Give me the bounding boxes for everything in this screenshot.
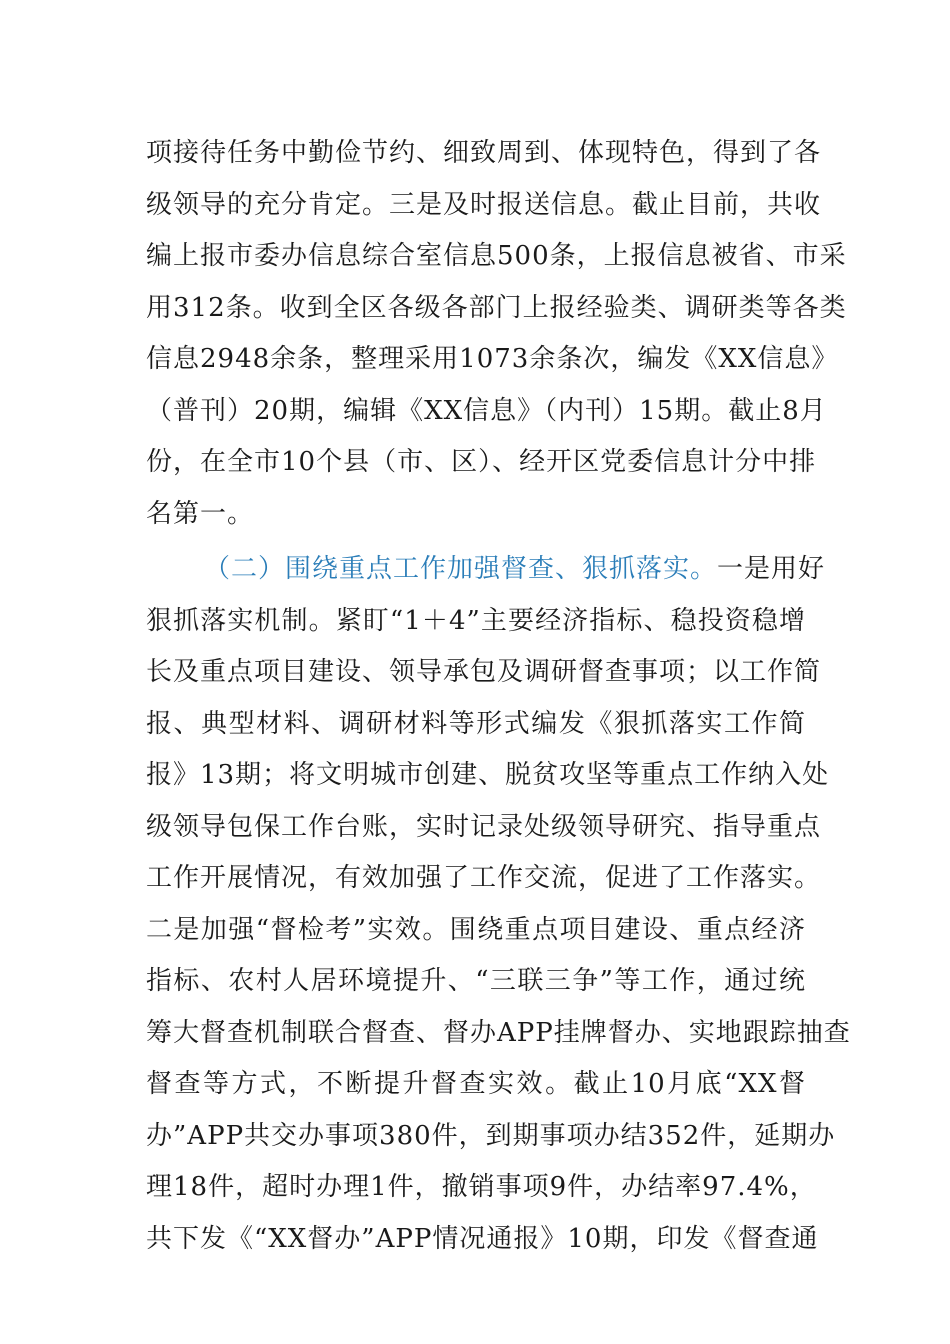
text-line: 指标、农村人居环境提升、“三联三争”等工作，通过统 <box>146 966 806 996</box>
body-text <box>146 128 851 1265</box>
text-line-with-heading <box>146 544 826 596</box>
text-line: 用312条。收到全区各级各部门上报经验类、调研类等各类 <box>146 292 847 323</box>
text-line: 报》13期；将文明城市创建、脱贫攻坚等重点工作纳入处 <box>146 760 830 790</box>
text-line: 编上报市委办信息综合室信息500条，上报信息被省、市采 <box>146 241 847 271</box>
text-line: 二是加强“督检考”实效。围绕重点项目建设、重点经济 <box>146 914 806 945</box>
text-line: 狠抓落实机制。紧盯“1＋4”主要经济指标、稳投资稳增 <box>146 605 806 636</box>
text-line: 项接待任务中勤俭节约、细致周到、体现特色，得到了各 <box>146 138 822 168</box>
text-line: 份，在全市10个县（市、区）、经开区党委信息计分中排 <box>146 447 817 477</box>
section-heading: （二）围绕重点工作加强督查、狠抓落实。 <box>204 554 718 584</box>
text-line: 理18件，超时办理1件，撤销事项9件，办结率97.4%， <box>146 1172 817 1202</box>
text-line: 督查等方式，不断提升督查实效。截止10月底“XX督 <box>146 1069 806 1099</box>
text-line: 长及重点项目建设、领导承包及调研督查事项；以工作简 <box>146 657 822 687</box>
paragraph-1 <box>146 128 847 540</box>
text-line: 共下发《“XX督办”APP情况通报》10期，印发《督查通 <box>146 1223 819 1254</box>
text-line: 办”APP共交办事项380件，到期事项办结352件，延期办 <box>146 1120 836 1151</box>
text-line: 报、典型材料、调研材料等形式编发《狠抓落实工作简 <box>146 708 806 739</box>
text-line: 信息2948余条，整理采用1073余条次，编发《XX信息》 <box>146 344 839 374</box>
text-line: 筹大督查机制联合督查、督办APP挂牌督办、实地跟踪抽查 <box>146 1017 851 1048</box>
paragraph-2 <box>146 544 851 1265</box>
heading-line-rest: 一是用好 <box>717 554 826 584</box>
text-line: 名第一。 <box>146 498 255 529</box>
text-line: 工作开展情况，有效加强了工作交流，促进了工作落实。 <box>146 863 822 893</box>
text-line: （普刊）20期，编辑《XX信息》（内刊）15期。截止8月 <box>146 395 827 426</box>
text-line: 级领导的充分肯定。三是及时报送信息。截止目前，共收 <box>146 189 822 220</box>
text-line: 级领导包保工作台账，实时记录处级领导研究、指导重点 <box>146 811 822 842</box>
